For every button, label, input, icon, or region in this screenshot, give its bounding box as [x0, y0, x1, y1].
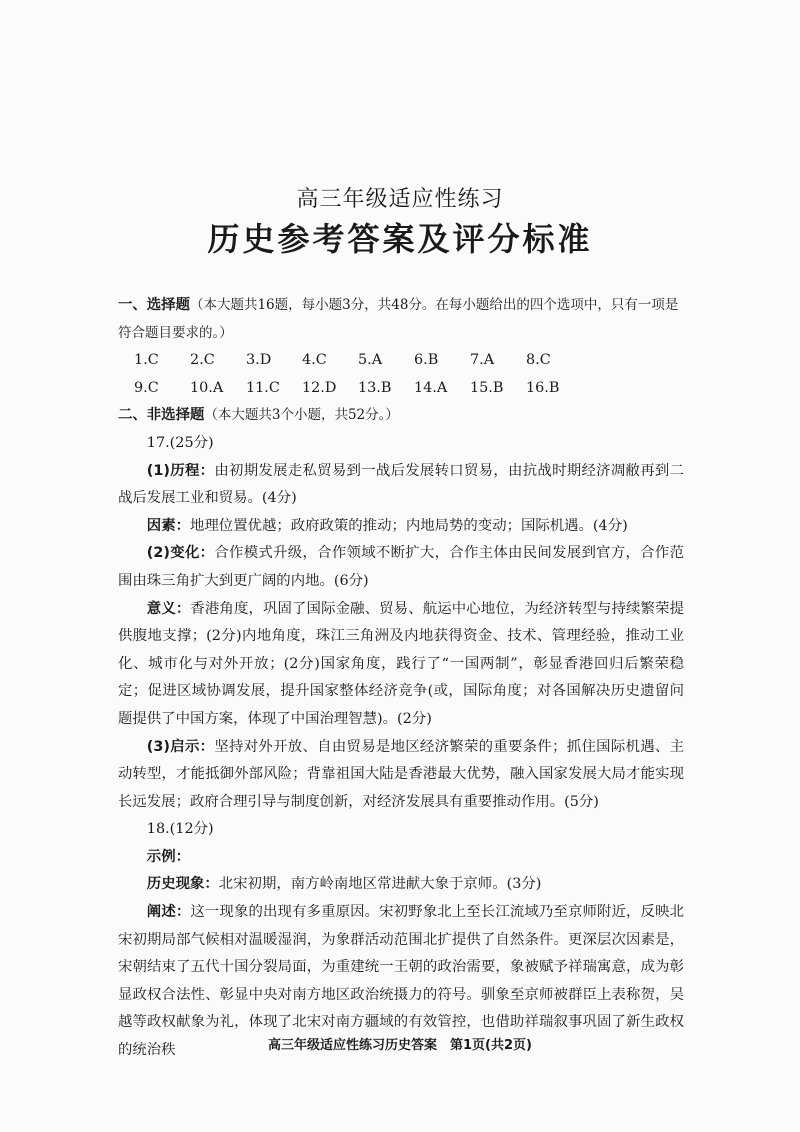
q18-phenomenon-text: 北宋初期，南方岭南地区常进献大象于京师。(3分)	[218, 876, 542, 893]
q17-insight-paragraph	[118, 734, 684, 817]
q18-elaboration-keyword: 阐述：	[146, 904, 191, 921]
answer-item: 14.A	[414, 379, 448, 396]
answer-item: 1.C	[134, 352, 159, 369]
q17-changes-text: 合作模式升级，合作领域不断扩大，合作主体由民间发展到官方，合作范围由珠三角扩大到更广阔的内地。(6分)	[118, 545, 684, 589]
section-2-heading	[118, 402, 684, 430]
document-subtitle: 高三年级适应性练习	[296, 187, 504, 212]
q17-insight-text: 坚持对外开放、自由贸易是地区经济繁荣的重要条件；抓住国际机遇、主动转型，才能抵御外部风险；背靠祖国大陆是香港最大优势，融入国家发展大局才能实现长远发展；政府合理引导与制度创新，对经济发展具有重要推动作用。(5分)	[118, 738, 684, 810]
answer-item: 16.B	[526, 379, 560, 396]
section-2-title: 二、非选择题	[118, 407, 205, 424]
q17-changes-paragraph	[118, 540, 684, 595]
q17-history-keyword: (1)历程：	[146, 462, 215, 479]
q17-factors-paragraph	[118, 513, 684, 541]
answer-item: 6.B	[414, 352, 439, 369]
q17-factors-text: 地理位置优越；政府政策的推动；内地局势的变动；国际机遇。(4分)	[189, 517, 628, 534]
answer-item: 11.C	[246, 379, 280, 396]
answer-item: 15.B	[470, 379, 504, 396]
document-title: 历史参考答案及评分标准	[207, 220, 593, 258]
document-body	[118, 292, 684, 1065]
page-footer: 高三年级适应性练习历史答案 第1页(共2页)	[268, 1038, 532, 1053]
answer-item: 9.C	[134, 379, 159, 396]
question-17-label: 17.(25分)	[146, 434, 214, 451]
q17-significance-paragraph	[118, 596, 684, 734]
q18-phenomenon-keyword: 历史现象：	[146, 876, 219, 893]
section-1-title: 一、选择题	[118, 297, 190, 313]
answer-item: 3.D	[246, 352, 272, 369]
question-18-label: 18.(12分)	[146, 821, 214, 838]
q17-factors-keyword: 因素：	[146, 517, 190, 534]
answer-item: 10.A	[190, 379, 224, 396]
answer-item: 8.C	[526, 352, 551, 369]
section-1-heading	[118, 292, 684, 320]
q18-example-label: 示例：	[146, 848, 190, 865]
answer-item: 7.A	[470, 352, 495, 369]
q17-history-paragraph	[118, 458, 684, 513]
q18-elaboration-text: 这一现象的出现有多重原因。宋初野象北上至长江流域乃至京师附近，反映北宋初期局部气候相对温暖湿润，为象群活动范围北扩提供了自然条件。更深层次因素是，宋朝结束了五代十国分裂局面，为重建统一王朝的政治需要，象被赋予祥瑞寓意，成为彰显政权合法性、彰显中央对南方地区政治统摄力的符号。驯象至京师被群臣上表称贺，吴越等政权献象为礼，体现了北宋对南方疆域的有效管控，也借助祥瑞叙事巩固了新生政权的统治秩	[118, 904, 684, 1059]
q17-significance-text: 香港角度，巩固了国际金融、贸易、航运中心地位，为经济转型与持续繁荣提供腹地支撑；(2分)内地角度，珠江三角洲及内地获得资金、技术、管理经验，推动工业化、城市化与对外开放；(2分)国家角度，践行了“一国两制”，彰显香港回归后繁荣稳定；促进区域协调发展，提升国家整体经济竞争(或，国际角度；对各国解决历史遗留问题提供了中国方案，体现了中国治理智慧)。(2分)	[118, 600, 684, 727]
q17-changes-keyword: (2)变化：	[146, 545, 215, 562]
section-1-note-continued: 符合题目要求的。）	[118, 324, 233, 341]
answer-item: 12.D	[302, 379, 337, 396]
answer-grid	[118, 347, 684, 402]
q17-significance-keyword: 意义：	[146, 600, 191, 617]
answer-item: 4.C	[302, 352, 327, 369]
answer-item: 13.B	[358, 379, 392, 396]
q17-history-text: 由初期发展走私贸易到一战后发展转口贸易，由抗战时期经济凋敝再到二战后发展工业和贸易。(4分)	[118, 462, 684, 507]
q17-insight-keyword: (3)启示：	[146, 738, 215, 755]
q18-phenomenon-paragraph	[118, 871, 684, 899]
answer-item: 2.C	[190, 352, 215, 369]
section-1-note: （本大题共16题，每小题3分，共48分。在每小题给出的四个选项中，只有一项是	[189, 297, 679, 313]
section-2-note: （本大题共3个小题，共52分。）	[204, 407, 399, 424]
answer-item: 5.A	[358, 352, 383, 369]
